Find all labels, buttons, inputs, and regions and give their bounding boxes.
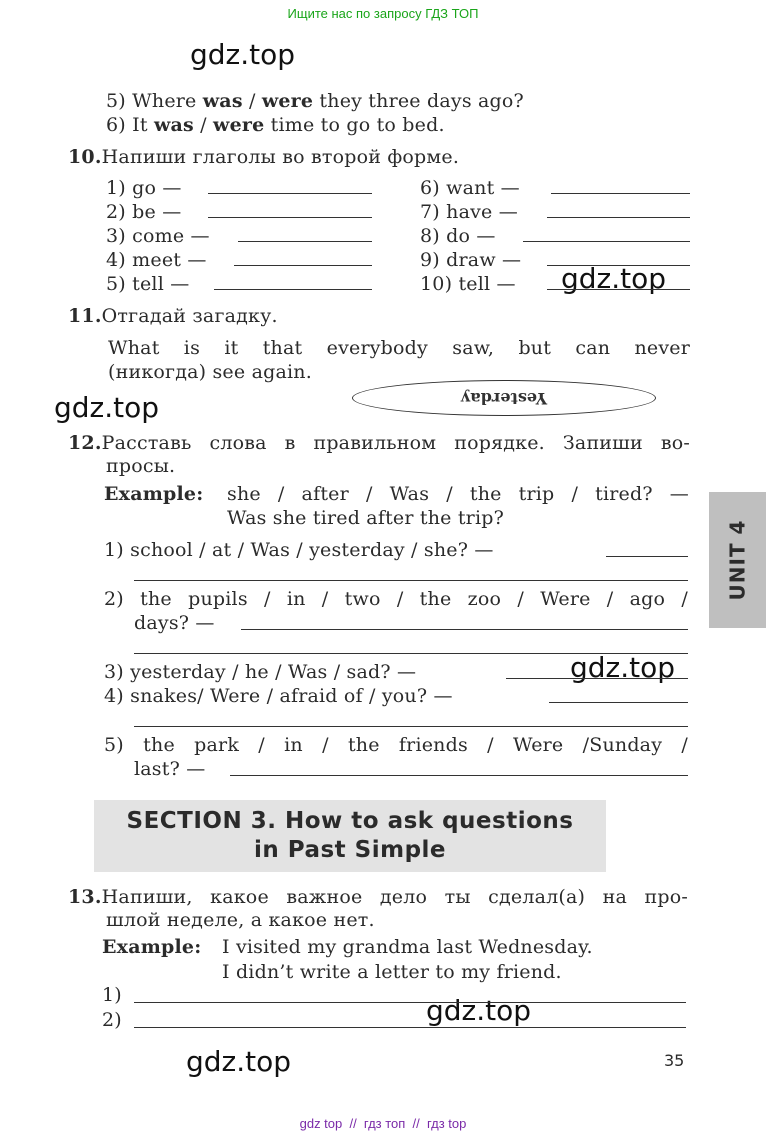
answer-line[interactable] — [134, 726, 688, 727]
ex12-item-2: 2) the pupils / in / two / the zoo / Were / ago / — [104, 588, 688, 610]
ex10-right-9: 9) draw — — [420, 249, 522, 271]
answer-line[interactable] — [134, 580, 688, 581]
section-title-line-2: in Past Simple — [253, 837, 447, 863]
bottom-banner[interactable]: gdz top // гдз топ // гдз top — [299, 1116, 467, 1131]
exercise-10-heading: 10.Напиши глаголы во второй форме. — [68, 146, 460, 168]
watermark: gdz.top — [426, 994, 532, 1027]
answer-line[interactable] — [523, 241, 690, 242]
answer-line[interactable] — [241, 629, 688, 630]
ex10-left-1: 1) go — — [106, 177, 182, 199]
ex13-item-2: 2) — [102, 1009, 122, 1031]
exercise-11-heading: 11.Отгадай загадку. — [68, 305, 278, 327]
watermark: gdz.top — [190, 38, 296, 71]
ex12-item-5: 5) the park / in / the friends / Were /Sunday / — [104, 734, 688, 756]
exercise-12-heading-cont: просы. — [106, 455, 176, 477]
ex12-item-3: 3) yesterday / he / Was / sad? — — [104, 661, 417, 683]
ex12-item-4: 4) snakes/ Were / afraid of / you? — — [104, 685, 453, 707]
ex10-right-6: 6) want — — [420, 177, 520, 199]
answer-line[interactable] — [547, 289, 690, 290]
riddle-line-1: What is it that everybody saw, but can never — [108, 337, 690, 359]
watermark: gdz.top — [186, 1045, 292, 1078]
ex12-example-line-2: Was she tired after the trip? — [227, 507, 504, 529]
ex12-item-2-cont: days? — — [134, 612, 215, 634]
answer-line[interactable] — [234, 265, 372, 266]
ex12-example-line-1: she / after / Was / the trip / tired? — — [227, 483, 689, 505]
ex12-example-label: Example: — [104, 483, 204, 505]
ex12-item-5-cont: last? — — [134, 758, 206, 780]
riddle-answer: Yesterday — [460, 388, 548, 408]
ex10-left-5: 5) tell — — [106, 273, 190, 295]
answer-line[interactable] — [208, 217, 372, 218]
answer-line[interactable] — [547, 265, 690, 266]
riddle-line-2: (никогда) see again. — [108, 361, 312, 383]
answer-line[interactable] — [547, 217, 690, 218]
exercise-12-heading: 12.Расставь слова в правильном порядке. Запиши во- — [68, 432, 690, 454]
answer-line[interactable] — [134, 1027, 686, 1028]
ex10-right-7: 7) have — — [420, 201, 518, 223]
watermark: gdz.top — [54, 391, 160, 424]
top-banner[interactable]: Ищите нас по запросу ГДЗ ТОП — [287, 6, 479, 21]
ex10-left-3: 3) come — — [106, 225, 210, 247]
exercise-13-heading: 13.Напиши, какое важное дело ты сделал(а) на про- — [68, 886, 688, 908]
ex10-right-10: 10) tell — — [420, 273, 516, 295]
ex10-left-4: 4) meet — — [106, 249, 207, 271]
answer-line[interactable] — [134, 653, 688, 654]
ex13-item-1: 1) — [102, 984, 122, 1006]
ex10-left-2: 2) be — — [106, 201, 182, 223]
ex10-right-8: 8) do — — [420, 225, 496, 247]
riddle-answer-oval — [352, 380, 656, 416]
watermark: gdz.top — [570, 651, 676, 684]
answer-line[interactable] — [551, 193, 690, 194]
answer-line[interactable] — [606, 556, 688, 557]
ex9-line-6: 6) It was / were time to go to bed. — [106, 114, 445, 136]
ex12-item-1: 1) school / at / Was / yesterday / she? — — [104, 539, 494, 561]
page-number: 35 — [664, 1051, 685, 1070]
section-header — [94, 800, 606, 872]
ex13-example-line-1: I visited my grandma last Wednesday. — [222, 936, 593, 958]
watermark: gdz.top — [561, 262, 667, 295]
answer-line[interactable] — [549, 702, 688, 703]
ex13-example-label: Example: — [102, 936, 202, 958]
ex13-example-line-2: I didn’t write a letter to my friend. — [222, 961, 562, 983]
answer-line[interactable] — [134, 1002, 686, 1003]
unit-label: UNIT 4 — [725, 519, 750, 601]
answer-line[interactable] — [506, 678, 688, 679]
answer-line[interactable] — [230, 775, 688, 776]
answer-line[interactable] — [238, 241, 372, 242]
unit-tab — [709, 492, 766, 628]
answer-line[interactable] — [208, 193, 372, 194]
answer-line[interactable] — [214, 289, 372, 290]
section-title-line-1: SECTION 3. How to ask questions — [126, 808, 574, 834]
exercise-13-heading-cont: шлой неделе, а какое нет. — [106, 909, 375, 931]
ex9-line-5: 5) Where was / were they three days ago? — [106, 90, 524, 112]
